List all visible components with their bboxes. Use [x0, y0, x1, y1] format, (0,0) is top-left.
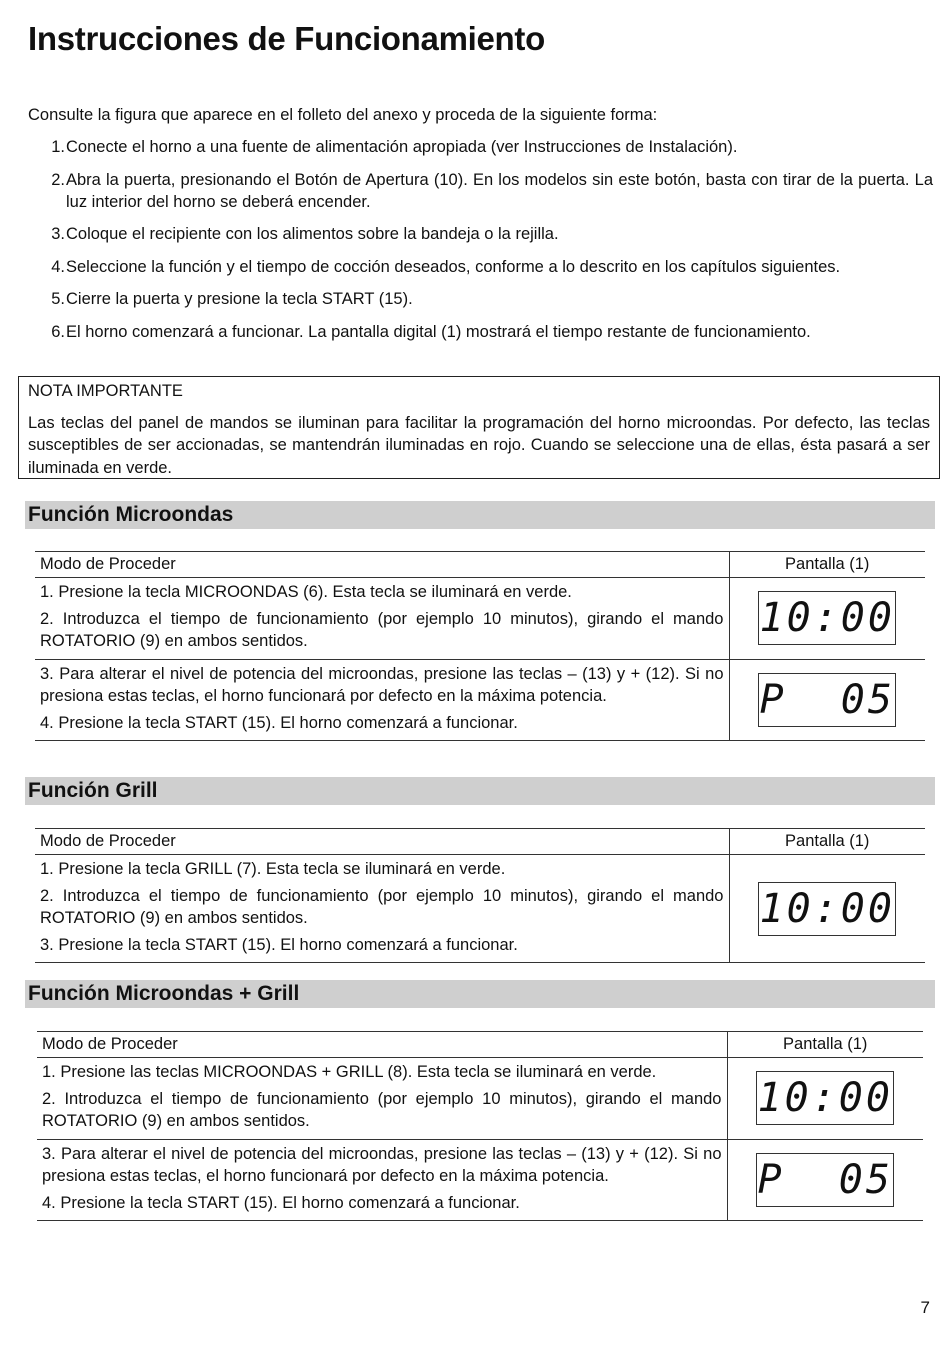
step-text: 3. Para alterar el nivel de potencia del microondas, presione las teclas – (13) y + (12). Si no presiona estas teclas, el horno funcionará por defecto en la máxima potencia. [40, 664, 724, 705]
table-header-procedure: Modo de Proceder [35, 552, 729, 578]
page-number: 7 [920, 1298, 930, 1317]
step-text: Seleccione la función y el tiempo de cocción deseados, conforme a lo descrito en los capítulos siguientes. [66, 257, 841, 276]
step-text: 1. Presione la tecla GRILL (7). Esta tecla se iluminará en verde. [40, 860, 506, 878]
table-cell-display [727, 1139, 923, 1221]
step-number: 2. [51, 170, 65, 189]
lcd-display: 10:00 [756, 1071, 894, 1125]
microondas-grill-table [37, 1031, 923, 1221]
lcd-display: 10:00 [758, 882, 896, 936]
table-cell-display [729, 855, 925, 963]
important-note-box [18, 376, 940, 479]
step-text: 2. Introduzca el tiempo de funcionamiento (por ejemplo 10 minutos), girando el mando ROTATORIO (9) en ambos sentidos. [42, 1089, 722, 1130]
table-cell-display [729, 659, 925, 741]
list-item [28, 169, 933, 213]
step-text: 3. Presione la tecla START (15). El horno comenzará a funcionar. [40, 935, 518, 954]
list-item [28, 136, 933, 158]
step-number: 5. [51, 290, 65, 308]
step-text: Coloque el recipiente con los alimentos sobre la bandeja o la rejilla. [66, 225, 559, 243]
step-text: 3. Para alterar el nivel de potencia del microondas, presione las teclas – (13) y + (12). Si no presiona estas teclas, el horno funcionará por defecto en la máxima potencia. [42, 1144, 722, 1185]
step-number: 1. [51, 138, 65, 156]
step-text: 1. Presione las teclas MICROONDAS + GRILL (8). Esta tecla se iluminará en verde. [42, 1063, 657, 1081]
step-text: 2. Introduzca el tiempo de funcionamiento (por ejemplo 10 minutos), girando el mando ROTATORIO (9) en ambos sentidos. [40, 609, 724, 650]
table-cell-steps [35, 855, 729, 963]
section-heading-grill: Función Grill [25, 777, 935, 805]
intro-text: Consulte la figura que aparece en el folleto del anexo y proceda de la siguiente forma: [28, 106, 658, 124]
microondas-table [35, 551, 925, 741]
lcd-display: 10:00 [758, 591, 896, 645]
list-item [28, 321, 933, 343]
list-item [28, 288, 933, 310]
table-cell-display [729, 578, 925, 660]
note-heading: NOTA IMPORTANTE [28, 382, 183, 400]
step-number: 6. [51, 322, 65, 341]
step-text: 4. Presione la tecla START (15). El horno comenzará a funcionar. [40, 713, 518, 732]
list-item [28, 256, 933, 278]
step-text: 1. Presione la tecla MICROONDAS (6). Esta tecla se iluminará en verde. [40, 583, 572, 601]
table-cell-steps [37, 1139, 727, 1221]
note-body: Las teclas del panel de mandos se iluminan para facilitar la programación del horno microondas. Por defecto, las teclas susceptibles de ser accionadas, se mantendrán iluminadas en rojo. Cuando se seleccione una de ellas, ésta pasará a ser iluminada en verde. [28, 413, 930, 477]
lcd-display: P 05 [756, 1153, 894, 1207]
step-text: El horno comenzará a funcionar. La pantalla digital (1) mostrará el tiempo restante de funcionamiento. [66, 322, 811, 341]
step-text: Cierre la puerta y presione la tecla START (15). [66, 290, 413, 308]
table-cell-steps [35, 578, 729, 660]
table-header-display: Pantalla (1) [727, 1032, 923, 1058]
table-cell-display [727, 1058, 923, 1140]
lcd-display: P 05 [758, 673, 896, 727]
step-text: 4. Presione la tecla START (15). El horno comenzará a funcionar. [42, 1193, 520, 1212]
step-text: Conecte el horno a una fuente de alimentación apropiada (ver Instrucciones de Instalación). [66, 138, 738, 156]
table-header-display: Pantalla (1) [729, 552, 925, 578]
instruction-steps [28, 136, 933, 353]
section-heading-microondas: Función Microondas [25, 501, 935, 529]
step-text: 2. Introduzca el tiempo de funcionamiento (por ejemplo 10 minutos), girando el mando ROTATORIO (9) en ambos sentidos. [40, 886, 724, 927]
table-cell-steps [37, 1058, 727, 1140]
step-text: Abra la puerta, presionando el Botón de Apertura (10). En los modelos sin este botón, basta con tirar de la puerta. La luz interior del horno se deberá encender. [66, 170, 933, 211]
step-number: 4. [51, 257, 65, 276]
table-cell-steps [35, 659, 729, 741]
step-number: 3. [51, 225, 65, 243]
page-title: Instrucciones de Funcionamiento [28, 20, 545, 57]
grill-table [35, 828, 925, 963]
table-header-procedure: Modo de Proceder [37, 1032, 727, 1058]
section-heading-microondas-grill: Función Microondas + Grill [25, 980, 935, 1008]
list-item [28, 223, 933, 245]
table-header-display: Pantalla (1) [729, 829, 925, 855]
table-header-procedure: Modo de Proceder [35, 829, 729, 855]
